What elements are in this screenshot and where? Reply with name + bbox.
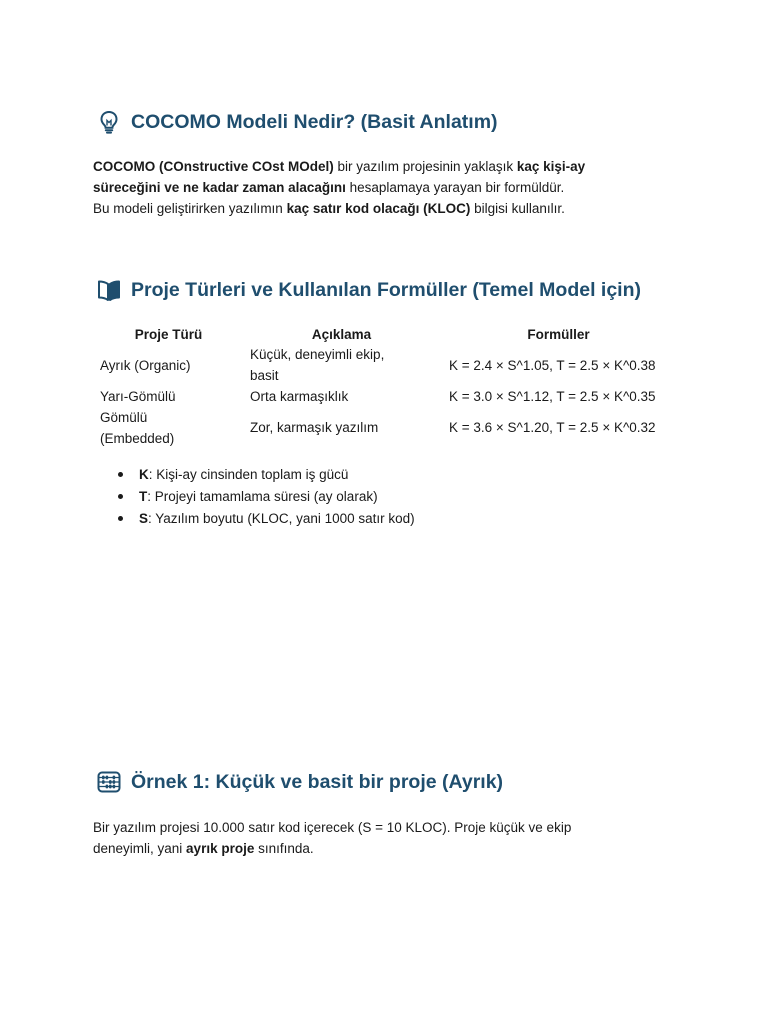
cocomo-description xyxy=(93,156,693,219)
open-book-icon xyxy=(96,277,122,303)
table-cell-formula: K = 3.6 × S^1.20, T = 2.5 × K^0.32 xyxy=(449,420,656,435)
table-row xyxy=(96,387,686,408)
project-types-table xyxy=(96,324,686,446)
text: bir yazılım projesinin yaklaşık xyxy=(333,159,517,174)
text: deneyimli, yani xyxy=(93,841,187,856)
table-cell-type: Ayrık (Organic) xyxy=(100,358,191,373)
list-item xyxy=(118,464,415,486)
variable-text: : Kişi-ay cinsinden toplam iş gücü xyxy=(148,467,349,482)
list-item xyxy=(118,486,415,508)
text-line: Küçük, deneyimli ekip, xyxy=(250,347,385,362)
table-cell-formula: K = 3.0 × S^1.12, T = 2.5 × K^0.35 xyxy=(449,389,656,404)
example-1-description xyxy=(93,817,693,859)
table-cell-desc xyxy=(250,345,425,386)
variable-key: T xyxy=(139,489,148,504)
table-cell-desc: Zor, karmaşık yazılım xyxy=(250,420,379,435)
lightbulb-icon xyxy=(96,109,122,135)
bold-text: COCOMO (COnstructive COst MOdel) xyxy=(93,159,334,174)
text-line: basit xyxy=(250,367,279,383)
section-heading-cocomo xyxy=(96,109,498,135)
text: Bir yazılım projesi 10.000 satır kod içerecek (S = 10 KLOC). Proje küçük ve ekip xyxy=(93,820,572,835)
bold-text: kaç kişi-ay xyxy=(516,159,586,174)
table-cell-desc: Orta karmaşıklık xyxy=(250,389,349,404)
section-title: Örnek 1: Küçük ve basit bir proje (Ayrık) xyxy=(131,770,504,793)
column-header: Formüller xyxy=(527,327,590,342)
text: Bu modeli geliştirirken yazılımın xyxy=(93,201,287,216)
table-cell-type: Yarı-Gömülü xyxy=(100,389,176,404)
text: hesaplamaya yarayan bir formüldür. xyxy=(345,180,565,195)
variable-definitions-list xyxy=(118,464,415,530)
column-header: Açıklama xyxy=(311,327,372,342)
column-header: Proje Türü xyxy=(134,327,203,342)
text-line: (Embedded) xyxy=(100,430,175,446)
text-line: Gömülü xyxy=(100,410,148,425)
table-cell-formula: K = 2.4 × S^1.05, T = 2.5 × K^0.38 xyxy=(449,358,656,373)
text: bilgisi kullanılır. xyxy=(470,201,565,216)
variable-text: : Yazılım boyutu (KLOC, yani 1000 satır kod) xyxy=(148,511,415,526)
list-item xyxy=(118,508,415,530)
table-row xyxy=(96,408,686,450)
section-heading-project-types xyxy=(96,277,641,303)
text: sınıfında. xyxy=(254,841,314,856)
bold-text: ayrık proje xyxy=(186,841,255,856)
table-cell-type xyxy=(100,408,240,449)
abacus-icon xyxy=(96,769,122,795)
bold-text: süreceğini ve ne kadar zaman alacağını xyxy=(93,180,346,195)
section-title: COCOMO Modeli Nedir? (Basit Anlatım) xyxy=(131,110,498,133)
variable-key: S xyxy=(139,511,149,526)
bold-text: kaç satır kod olacağı (KLOC) xyxy=(286,201,471,216)
section-title: Proje Türleri ve Kullanılan Formüller (Temel Model için) xyxy=(131,278,641,301)
table-header-row xyxy=(96,324,686,346)
table-row xyxy=(96,345,686,387)
section-heading-example-1 xyxy=(96,769,503,795)
variable-text: : Projeyi tamamlama süresi (ay olarak) xyxy=(147,489,378,504)
variable-key: K xyxy=(139,467,149,482)
